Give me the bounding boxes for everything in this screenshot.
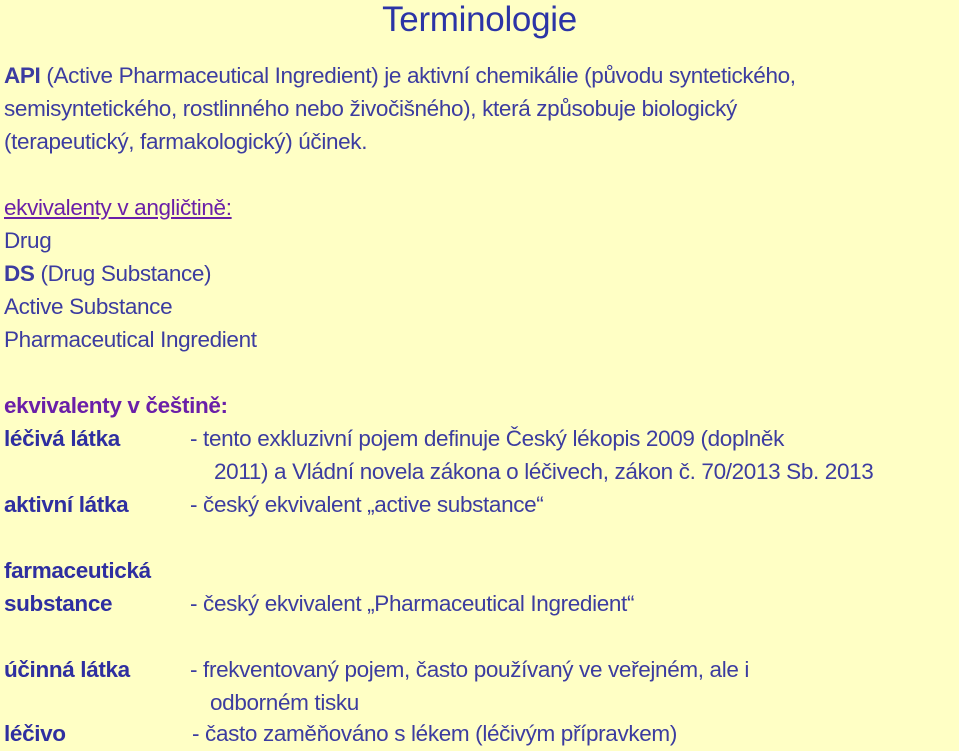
term-lecivo: léčivo [4,721,66,746]
english-heading: ekvivalenty v angličtině: [4,195,232,220]
english-item: Pharmaceutical Ingredient [4,327,257,352]
intro-text-1: (Active Pharmaceutical Ingredient) je aktivní chemikálie (původu syntetického, [40,63,796,88]
definition-line: - frekventovaný pojem, často používaný ve veřejném, ale i [190,657,750,682]
definition-line: odborném tisku [210,690,359,715]
term-lecive-latka: léčivá látka [4,426,120,451]
term-ucinna-latka: účinná látka [4,657,130,682]
definition-line: - český ekvivalent „Pharmaceutical Ingredient“ [190,591,635,616]
slide-title: Terminologie [382,0,577,39]
definition-line: 2011) a Vládní novela zákona o léčivech, zákon č. 70/2013 Sb. 2013 [214,459,874,484]
term-farmaceuticka: farmaceutická [4,558,151,583]
intro-line-3: (terapeutický, farmakologický) účinek. [4,129,368,154]
czech-heading: ekvivalenty v češtině: [4,393,228,418]
intro-line-1 [4,60,796,93]
english-item: DS (Drug Substance) [4,261,212,286]
english-item: Drug [4,228,52,253]
definition-line: - tento exkluzivní pojem definuje Český lékopis 2009 (doplněk [190,426,784,451]
term-aktivni-latka: aktivní látka [4,492,129,517]
term-substance: substance [4,591,113,616]
english-item-ds: DS [4,261,35,286]
english-item: Active Substance [4,294,173,319]
intro-line-2: semisyntetického, rostlinného nebo živočišného), která způsobuje biologický [4,96,737,121]
intro-term-api: API [4,63,41,88]
definition-line: - český ekvivalent „active substance“ [190,492,544,517]
definition-line: - často zaměňováno s lékem (léčivým přípravkem) [192,721,677,746]
